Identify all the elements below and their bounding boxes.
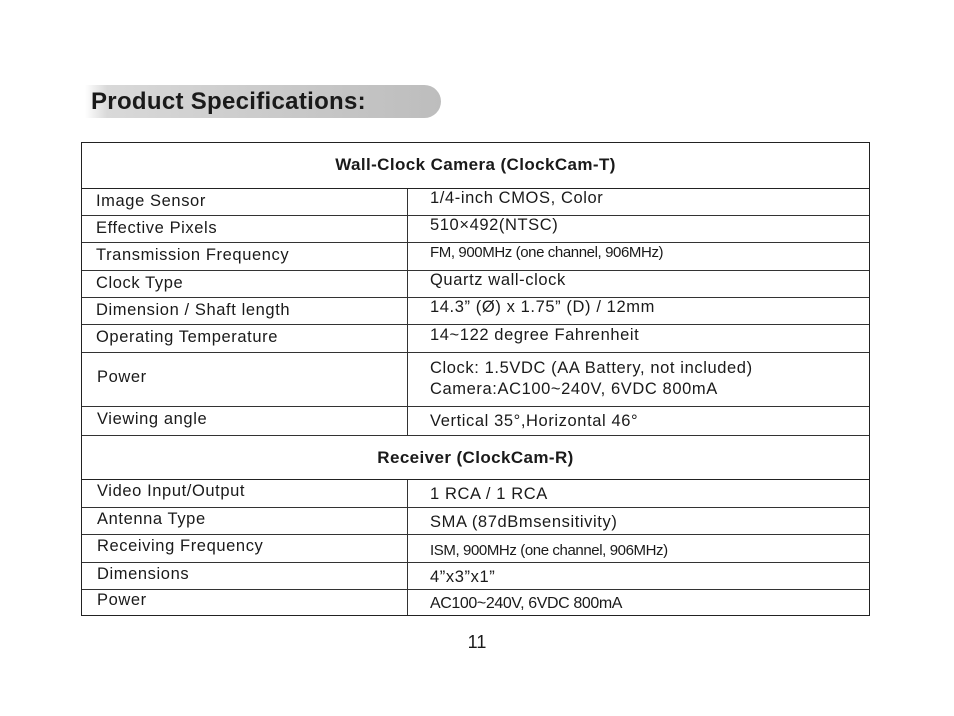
spec-label: Transmission Frequency: [96, 246, 290, 264]
spec-label: Antenna Type: [97, 510, 206, 528]
spec-value: AC100~240V, 6VDC 800mA: [430, 595, 623, 612]
page-title: Product Specifications:: [91, 88, 366, 115]
spec-value: 1/4-inch CMOS, Color: [430, 189, 604, 207]
spec-label: Operating Temperature: [96, 328, 278, 346]
spec-label: Effective Pixels: [96, 219, 218, 237]
section-title: Wall-Clock Camera (ClockCam-T): [335, 155, 616, 174]
spec-value: FM, 900MHz (one channel, 906MHz): [430, 244, 664, 261]
spec-label: Video Input/Output: [97, 482, 246, 500]
table-row: [82, 271, 869, 298]
table-row: [82, 216, 869, 243]
spec-label: Receiving Frequency: [97, 537, 264, 555]
spec-value: Vertical 35°,Horizontal 46°: [430, 412, 639, 430]
spec-label: Dimensions: [97, 565, 190, 583]
spec-label: Viewing angle: [97, 410, 208, 428]
table-row: [82, 407, 869, 436]
spec-label: Clock Type: [96, 274, 184, 292]
table-row: [82, 243, 869, 271]
table-row: [82, 590, 869, 615]
spec-value: 510×492(NTSC): [430, 216, 559, 234]
spec-label: Image Sensor: [96, 192, 206, 210]
table-row: [82, 563, 869, 590]
spec-label: Power: [97, 368, 147, 386]
table-row: [82, 508, 869, 535]
column-divider: [407, 480, 408, 615]
spec-value: ISM, 900MHz (one channel, 906MHz): [430, 542, 668, 559]
spec-value: 14~122 degree Fahrenheit: [430, 326, 640, 344]
section-title: Receiver (ClockCam-R): [377, 448, 574, 467]
table-row: [82, 353, 869, 407]
table-row: [82, 189, 869, 216]
section-header-camera: [82, 143, 869, 189]
spec-value: Clock: 1.5VDC (AA Battery, not included): [430, 359, 753, 377]
spec-value: Quartz wall-clock: [430, 271, 566, 289]
spec-value: 14.3” (Ø) x 1.75” (D) / 12mm: [430, 298, 655, 316]
column-divider: [407, 189, 408, 436]
spec-value: 4”x3”x1”: [430, 568, 496, 586]
table-row: [82, 298, 869, 325]
page-number: 11: [467, 632, 487, 652]
spec-value-line2: Camera:AC100~240V, 6VDC 800mA: [430, 380, 718, 398]
spec-label: Dimension / Shaft length: [96, 301, 291, 319]
section-header-receiver: [82, 436, 869, 480]
spec-label: Power: [97, 591, 147, 609]
table-row: [82, 480, 869, 508]
spec-value: 1 RCA / 1 RCA: [430, 485, 548, 503]
spec-value: SMA (87dBmsensitivity): [430, 513, 618, 531]
table-row: [82, 535, 869, 563]
table-row: [82, 325, 869, 353]
spec-table: [81, 142, 870, 616]
